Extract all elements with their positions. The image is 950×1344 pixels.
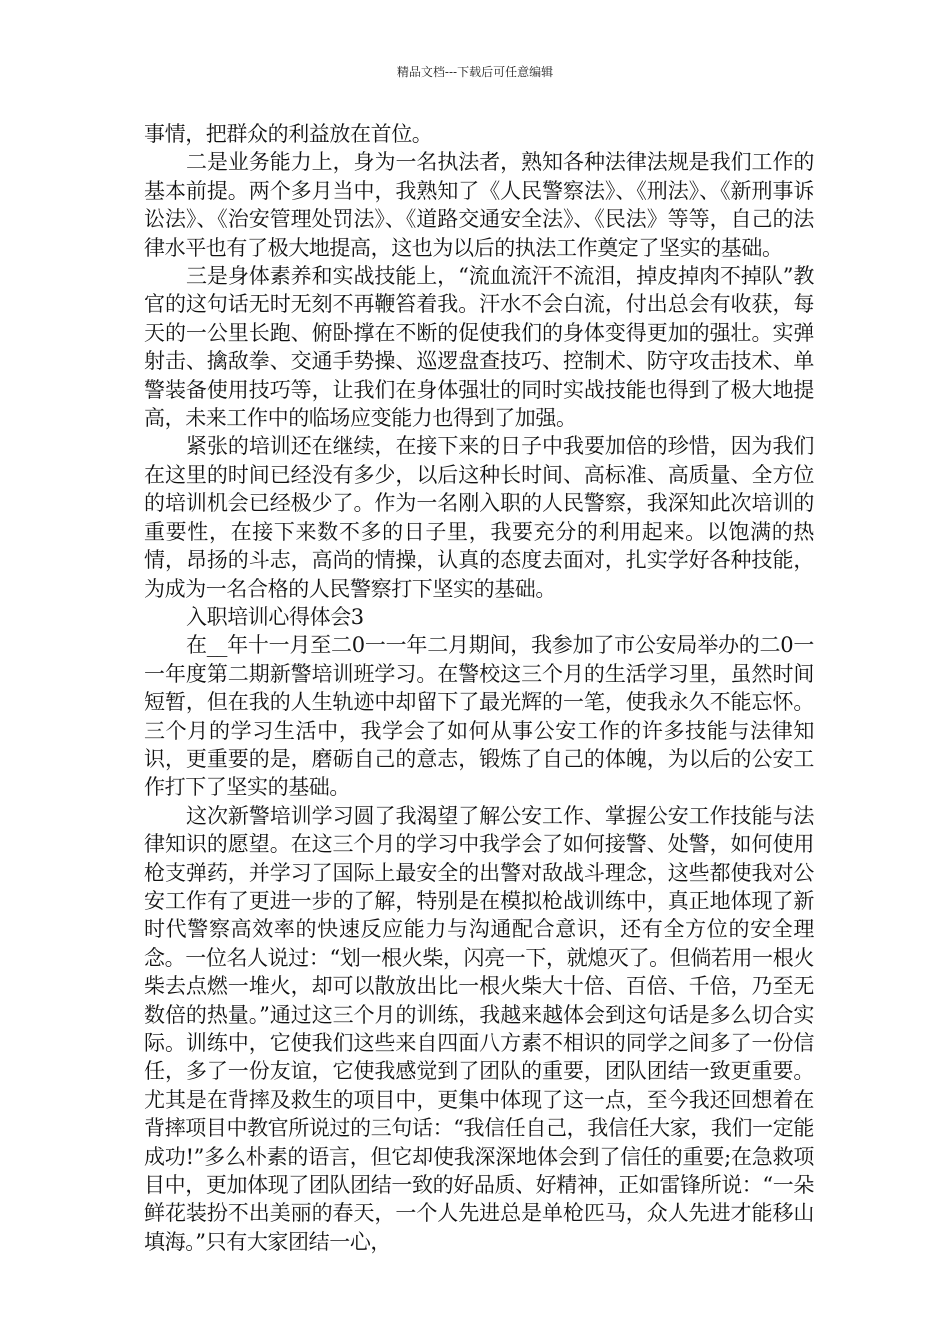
page-header: 精品文档---下载后可任意编辑 bbox=[396, 65, 554, 79]
section-heading: 入职培训心得体会3 bbox=[186, 604, 364, 629]
paragraph-continuation: 事情，把群众的利益放在首位。 bbox=[144, 122, 433, 146]
paragraph: 在__年十一月至二0一一年二月期间，我参加了市公安局举办的二0一一年度第二期新警培训班学习。在警校这三个月的生活学习里，虽然时间短暂，但在我的人生轨迹中却留下了最光辉的一笔，使我永久不能忘怀。三个月的学习生活中，我学会了如何从事公安工作的许多技能与法律知识，更重要的是，磨砺自己的意志，锻炼了自己的体魄，为以后的公安工作打下了坚实的基础。 bbox=[144, 633, 814, 800]
paragraph: 三是身体素养和实战技能上，“流血流汗不流泪，掉皮掉肉不掉队”教官的这句话无时无刻不再鞭笞着我。汗水不会白流，付出总会有收获，每天的一公里长跑、俯卧撑在不断的促使我们的身体变得更加的强壮。实弹射击、擒敌拳、交通手势操、巡逻盘查技巧、控制术、防守攻击技术、单警装备使用技巧等，让我们在身体强壮的同时实战技能也得到了极大地提高，未来工作中的临场应变能力也得到了加强。 bbox=[144, 264, 814, 431]
document-body bbox=[144, 120, 814, 1256]
paragraph: 二是业务能力上，身为一名执法者，熟知各种法律法规是我们工作的基本前提。两个多月当中，我熟知了《人民警察法》、《刑法》、《新刑事诉讼法》、《治安管理处罚法》、《道路交通安全法》、《民法》等等，自己的法律水平也有了极大地提高，这也为以后的执法工作奠定了坚实的基础。 bbox=[144, 150, 814, 260]
paragraph: 紧张的培训还在继续，在接下来的日子中我要加倍的珍惜，因为我们在这里的时间已经没有多少，以后这种长时间、高标准、高质量、全方位的培训机会已经极少了。作为一名刚入职的人民警察，我深知此次培训的重要性，在接下来数不多的日子里，我要充分的利用起来。以饱满的热情，昂扬的斗志，高尚的情操，认真的态度去面对，扎实学好各种技能，为成为一名合格的人民警察打下坚实的基础。 bbox=[144, 434, 814, 601]
paragraph: 这次新警培训学习圆了我渴望了解公安工作、掌握公安工作技能与法律知识的愿望。在这三个月的学习中我学会了如何接警、处警，如何使用枪支弹药，并学习了国际上最安全的出警对敌战斗理念，这些都使我对公安工作有了更进一步的了解，特别是在模拟枪战训练中，真正地体现了新时代警察高效率的快速反应能力与沟通配合意识，还有全方位的安全理念。一位名人说过：“划一根火柴，闪亮一下，就熄灭了。但倘若用一根火柴去点燃一堆火，却可以散放出比一根火柴大十倍、百倍、千倍，乃至无数倍的热量。”通过这三个月的训练，我越来越体会到这句话是多么切合实际。训练中，它使我们这些来自四面八方素不相识的同学之间多了一份信任，多了一份友谊，它使我感觉到了团队的重要，团队团结一致更重要。尤其是在背摔及救生的项目中，更集中体现了这一点，至今我还回想着在背摔项目中教官所说过的三句话：“我信任自己，我信任大家，我们一定能成功!”多么朴素的语言，但它却使我深深地体会到了信任的重要;在急救项目中，更加体现了团队团结一致的好品质、好精神，正如雷锋所说：“一朵鲜花装扮不出美丽的春天，一个人先进总是单枪匹马，众人先进才能移山填海。”只有大家团结一心， bbox=[144, 803, 814, 1254]
